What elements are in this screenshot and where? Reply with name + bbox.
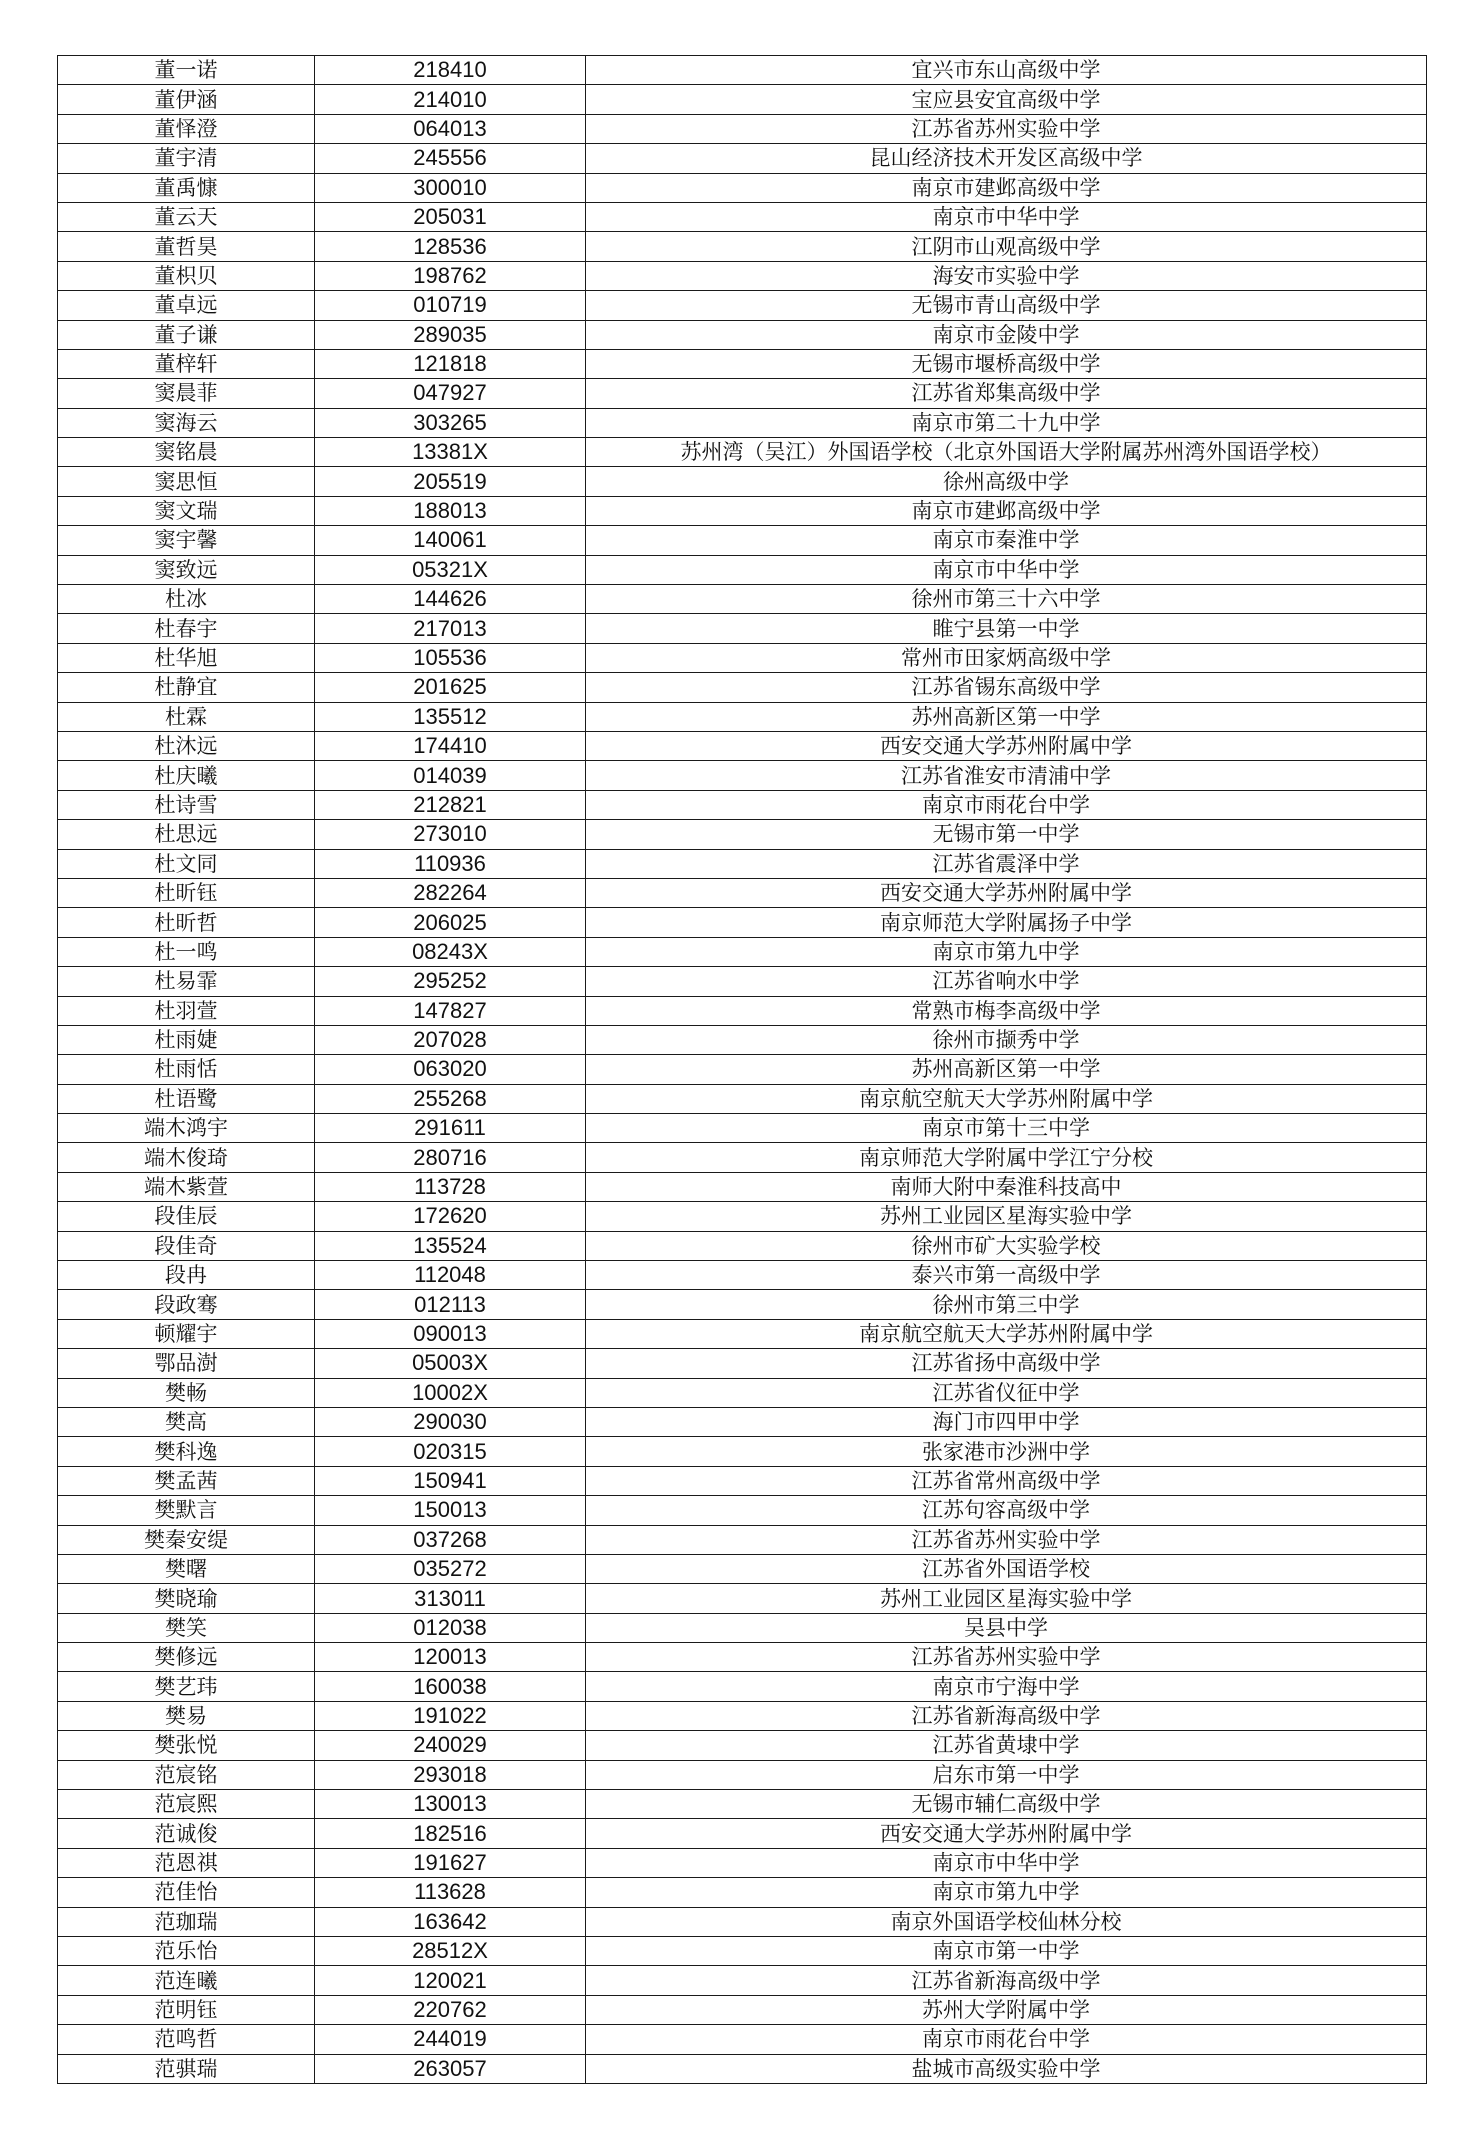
student-name-cell: 樊修远 [58,1643,315,1672]
student-name-cell: 杜羽萱 [58,996,315,1025]
student-id-cell: 130013 [315,1790,586,1819]
student-name-cell: 鄂品澍 [58,1349,315,1378]
student-id-cell: 105536 [315,643,586,672]
school-name-cell: 江苏省新海高级中学 [586,1701,1427,1730]
table-row [58,1290,1427,1319]
student-name-cell: 杜静宜 [58,673,315,702]
table-row [58,937,1427,966]
table-row [58,555,1427,584]
school-name-cell: 常州市田家炳高级中学 [586,643,1427,672]
table-row [58,673,1427,702]
student-name-cell: 樊科逸 [58,1437,315,1466]
school-name-cell: 江阴市山观高级中学 [586,232,1427,261]
student-name-cell: 范骐瑞 [58,2054,315,2083]
school-name-cell: 南京市建邺高级中学 [586,496,1427,525]
student-name-cell: 杜昕哲 [58,908,315,937]
school-name-cell: 江苏省响水中学 [586,967,1427,996]
table-row [58,1437,1427,1466]
student-id-cell: 191627 [315,1848,586,1877]
student-id-cell: 214010 [315,85,586,114]
student-id-cell: 289035 [315,320,586,349]
table-row [58,379,1427,408]
table-row [58,1848,1427,1877]
school-name-cell: 南京市中华中学 [586,555,1427,584]
student-id-cell: 198762 [315,261,586,290]
student-name-cell: 杜春宇 [58,614,315,643]
school-name-cell: 南京市第九中学 [586,937,1427,966]
student-id-cell: 037268 [315,1525,586,1554]
school-name-cell: 江苏句容高级中学 [586,1496,1427,1525]
table-row [58,1995,1427,2024]
table-row [58,967,1427,996]
table-row [58,202,1427,231]
student-name-cell: 杜昕钰 [58,878,315,907]
table-row [58,1496,1427,1525]
student-id-cell: 188013 [315,496,586,525]
school-name-cell: 江苏省淮安市清浦中学 [586,761,1427,790]
table-row [58,820,1427,849]
student-name-cell: 端木紫萱 [58,1172,315,1201]
student-id-cell: 291611 [315,1114,586,1143]
student-name-cell: 樊孟茜 [58,1466,315,1495]
student-id-cell: 064013 [315,114,586,143]
student-id-cell: 207028 [315,1025,586,1054]
student-name-cell: 杜思远 [58,820,315,849]
student-id-cell: 182516 [315,1819,586,1848]
student-name-cell: 董卓远 [58,291,315,320]
student-id-cell: 163642 [315,1907,586,1936]
school-name-cell: 昆山经济技术开发区高级中学 [586,144,1427,173]
student-id-cell: 303265 [315,408,586,437]
table-row [58,56,1427,85]
student-id-cell: 201625 [315,673,586,702]
student-name-cell: 端木鸿宇 [58,1114,315,1143]
table-row [58,878,1427,907]
student-name-cell: 范宸铭 [58,1760,315,1789]
school-name-cell: 南京航空航天大学苏州附属中学 [586,1084,1427,1113]
school-name-cell: 苏州大学附属中学 [586,1995,1427,2024]
table-row [58,1349,1427,1378]
student-name-cell: 杜雨婕 [58,1025,315,1054]
table-row [58,996,1427,1025]
student-id-cell: 244019 [315,2025,586,2054]
student-name-cell: 杜霖 [58,702,315,731]
student-id-cell: 245556 [315,144,586,173]
school-name-cell: 江苏省黄埭中学 [586,1731,1427,1760]
student-name-cell: 段冉 [58,1261,315,1290]
table-row [58,1966,1427,1995]
school-name-cell: 徐州市撷秀中学 [586,1025,1427,1054]
student-name-cell: 窦海云 [58,408,315,437]
table-row [58,585,1427,614]
student-name-cell: 杜雨恬 [58,1055,315,1084]
student-id-cell: 295252 [315,967,586,996]
school-name-cell: 苏州高新区第一中学 [586,1055,1427,1084]
student-id-cell: 147827 [315,996,586,1025]
student-id-cell: 191022 [315,1701,586,1730]
school-name-cell: 睢宁县第一中学 [586,614,1427,643]
table-row [58,1055,1427,1084]
student-name-cell: 董禹慷 [58,173,315,202]
school-name-cell: 徐州市第三十六中学 [586,585,1427,614]
table-row [58,2025,1427,2054]
table-row [58,2054,1427,2083]
student-id-cell: 035272 [315,1554,586,1583]
table-row [58,643,1427,672]
school-name-cell: 南京市第十三中学 [586,1114,1427,1143]
table-row [58,702,1427,731]
student-id-cell: 112048 [315,1261,586,1290]
table-row [58,1202,1427,1231]
table-row [58,1584,1427,1613]
student-name-cell: 段佳辰 [58,1202,315,1231]
table-row [58,408,1427,437]
student-name-cell: 杜语鹭 [58,1084,315,1113]
student-name-cell: 范诚俊 [58,1819,315,1848]
student-id-cell: 08243X [315,937,586,966]
table-row [58,496,1427,525]
student-id-cell: 063020 [315,1055,586,1084]
table-row [58,467,1427,496]
student-name-cell: 董云天 [58,202,315,231]
student-name-cell: 端木俊琦 [58,1143,315,1172]
student-id-cell: 172620 [315,1202,586,1231]
school-name-cell: 苏州工业园区星海实验中学 [586,1584,1427,1613]
student-id-cell: 160038 [315,1672,586,1701]
student-name-cell: 杜文同 [58,849,315,878]
student-id-cell: 150941 [315,1466,586,1495]
table-row [58,1701,1427,1730]
table-row [58,349,1427,378]
table-row [58,1937,1427,1966]
student-id-cell: 014039 [315,761,586,790]
student-id-cell: 135524 [315,1231,586,1260]
school-name-cell: 启东市第一中学 [586,1760,1427,1789]
student-name-cell: 窦宇馨 [58,526,315,555]
student-name-cell: 窦铭晨 [58,438,315,467]
student-id-cell: 255268 [315,1084,586,1113]
school-name-cell: 南京市第一中学 [586,1937,1427,1966]
table-row [58,1025,1427,1054]
school-name-cell: 苏州高新区第一中学 [586,702,1427,731]
student-name-cell: 杜华旭 [58,643,315,672]
school-name-cell: 南京外国语学校仙林分校 [586,1907,1427,1936]
student-name-cell: 杜诗雪 [58,790,315,819]
table-row [58,790,1427,819]
school-name-cell: 南京市宁海中学 [586,1672,1427,1701]
student-name-cell: 樊曙 [58,1554,315,1583]
student-name-cell: 范珈瑞 [58,1907,315,1936]
school-name-cell: 江苏省外国语学校 [586,1554,1427,1583]
student-name-cell: 范明钰 [58,1995,315,2024]
student-id-cell: 280716 [315,1143,586,1172]
student-id-cell: 010719 [315,291,586,320]
school-name-cell: 南京师范大学附属扬子中学 [586,908,1427,937]
table-row [58,85,1427,114]
school-name-cell: 南京市中华中学 [586,1848,1427,1877]
student-name-cell: 范乐怡 [58,1937,315,1966]
student-name-cell: 窦文瑞 [58,496,315,525]
student-name-cell: 杜一鸣 [58,937,315,966]
student-id-cell: 05003X [315,1349,586,1378]
student-name-cell: 窦思恒 [58,467,315,496]
school-name-cell: 徐州高级中学 [586,467,1427,496]
table-row [58,1731,1427,1760]
student-id-cell: 135512 [315,702,586,731]
student-id-cell: 110936 [315,849,586,878]
student-id-cell: 282264 [315,878,586,907]
student-name-cell: 杜冰 [58,585,315,614]
school-name-cell: 无锡市第一中学 [586,820,1427,849]
school-name-cell: 南京市第二十九中学 [586,408,1427,437]
student-id-cell: 293018 [315,1760,586,1789]
student-name-cell: 樊张悦 [58,1731,315,1760]
table-row [58,320,1427,349]
student-id-cell: 313011 [315,1584,586,1613]
student-id-cell: 28512X [315,1937,586,1966]
table-row [58,1790,1427,1819]
table-row [58,1319,1427,1348]
table-row [58,1878,1427,1907]
roster-body [58,56,1427,2084]
school-name-cell: 西安交通大学苏州附属中学 [586,1819,1427,1848]
school-name-cell: 西安交通大学苏州附属中学 [586,878,1427,907]
table-row [58,1760,1427,1789]
student-id-cell: 012038 [315,1613,586,1642]
table-row [58,438,1427,467]
student-name-cell: 董怿澄 [58,114,315,143]
student-name-cell: 樊易 [58,1701,315,1730]
student-name-cell: 段政骞 [58,1290,315,1319]
student-id-cell: 240029 [315,1731,586,1760]
table-row [58,1231,1427,1260]
student-id-cell: 113628 [315,1878,586,1907]
school-name-cell: 江苏省新海高级中学 [586,1966,1427,1995]
table-row [58,908,1427,937]
school-name-cell: 南京市秦淮中学 [586,526,1427,555]
school-name-cell: 江苏省苏州实验中学 [586,1525,1427,1554]
school-name-cell: 南京市中华中学 [586,202,1427,231]
school-name-cell: 江苏省郑集高级中学 [586,379,1427,408]
table-row [58,291,1427,320]
student-id-cell: 218410 [315,56,586,85]
table-row [58,261,1427,290]
student-name-cell: 董枳贝 [58,261,315,290]
school-name-cell: 江苏省苏州实验中学 [586,114,1427,143]
student-id-cell: 290030 [315,1407,586,1436]
student-id-cell: 150013 [315,1496,586,1525]
student-id-cell: 174410 [315,731,586,760]
school-name-cell: 徐州市矿大实验学校 [586,1231,1427,1260]
student-name-cell: 窦致远 [58,555,315,584]
school-name-cell: 江苏省震泽中学 [586,849,1427,878]
table-row [58,1378,1427,1407]
student-name-cell: 段佳奇 [58,1231,315,1260]
student-id-cell: 140061 [315,526,586,555]
school-name-cell: 海门市四甲中学 [586,1407,1427,1436]
school-name-cell: 海安市实验中学 [586,261,1427,290]
school-name-cell: 常熟市梅李高级中学 [586,996,1427,1025]
school-name-cell: 无锡市堰桥高级中学 [586,349,1427,378]
student-id-cell: 047927 [315,379,586,408]
school-name-cell: 宜兴市东山高级中学 [586,56,1427,85]
table-row [58,1554,1427,1583]
table-row [58,1672,1427,1701]
student-name-cell: 范连曦 [58,1966,315,1995]
student-id-cell: 300010 [315,173,586,202]
student-name-cell: 范佳怡 [58,1878,315,1907]
school-name-cell: 江苏省锡东高级中学 [586,673,1427,702]
school-name-cell: 江苏省常州高级中学 [586,1466,1427,1495]
table-row [58,1907,1427,1936]
student-id-cell: 212821 [315,790,586,819]
table-row [58,232,1427,261]
table-row [58,173,1427,202]
student-name-cell: 杜沐远 [58,731,315,760]
school-name-cell: 南师大附中秦淮科技高中 [586,1172,1427,1201]
student-id-cell: 120021 [315,1966,586,1995]
table-row [58,1819,1427,1848]
table-row [58,114,1427,143]
student-id-cell: 13381X [315,438,586,467]
table-row [58,1084,1427,1113]
school-name-cell: 苏州工业园区星海实验中学 [586,1202,1427,1231]
school-name-cell: 苏州湾（吴江）外国语学校（北京外国语大学附属苏州湾外国语学校） [586,438,1427,467]
school-name-cell: 无锡市青山高级中学 [586,291,1427,320]
student-name-cell: 樊高 [58,1407,315,1436]
school-name-cell: 南京市金陵中学 [586,320,1427,349]
table-row [58,1643,1427,1672]
school-name-cell: 宝应县安宜高级中学 [586,85,1427,114]
student-name-cell: 杜庆曦 [58,761,315,790]
student-name-cell: 董梓轩 [58,349,315,378]
student-name-cell: 樊畅 [58,1378,315,1407]
school-name-cell: 江苏省扬中高级中学 [586,1349,1427,1378]
student-id-cell: 263057 [315,2054,586,2083]
table-row [58,731,1427,760]
school-name-cell: 南京市建邺高级中学 [586,173,1427,202]
school-name-cell: 吴县中学 [586,1613,1427,1642]
student-id-cell: 217013 [315,614,586,643]
table-row [58,849,1427,878]
student-name-cell: 窦晨菲 [58,379,315,408]
school-name-cell: 江苏省苏州实验中学 [586,1643,1427,1672]
table-row [58,526,1427,555]
school-name-cell: 无锡市辅仁高级中学 [586,1790,1427,1819]
school-name-cell: 江苏省仪征中学 [586,1378,1427,1407]
student-id-cell: 206025 [315,908,586,937]
student-name-cell: 樊晓瑜 [58,1584,315,1613]
student-name-cell: 樊笑 [58,1613,315,1642]
school-name-cell: 南京市雨花台中学 [586,790,1427,819]
table-row [58,1261,1427,1290]
school-name-cell: 张家港市沙洲中学 [586,1437,1427,1466]
school-name-cell: 徐州市第三中学 [586,1290,1427,1319]
student-name-cell: 董哲昊 [58,232,315,261]
student-name-cell: 范宸熙 [58,1790,315,1819]
student-id-cell: 113728 [315,1172,586,1201]
student-id-cell: 020315 [315,1437,586,1466]
student-name-cell: 董伊涵 [58,85,315,114]
student-name-cell: 董一诺 [58,56,315,85]
student-id-cell: 10002X [315,1378,586,1407]
table-row [58,1525,1427,1554]
table-row [58,614,1427,643]
student-id-cell: 090013 [315,1319,586,1348]
student-id-cell: 012113 [315,1290,586,1319]
student-id-cell: 128536 [315,232,586,261]
student-id-cell: 05321X [315,555,586,584]
table-row [58,1114,1427,1143]
school-name-cell: 盐城市高级实验中学 [586,2054,1427,2083]
student-roster-table [57,55,1427,2084]
table-row [58,1172,1427,1201]
table-row [58,1466,1427,1495]
student-id-cell: 205519 [315,467,586,496]
student-name-cell: 樊艺玮 [58,1672,315,1701]
student-name-cell: 董子谦 [58,320,315,349]
student-name-cell: 范鸣哲 [58,2025,315,2054]
student-name-cell: 范恩祺 [58,1848,315,1877]
student-id-cell: 220762 [315,1995,586,2024]
student-id-cell: 144626 [315,585,586,614]
table-row [58,1143,1427,1172]
student-id-cell: 273010 [315,820,586,849]
student-name-cell: 杜易霏 [58,967,315,996]
table-row [58,1613,1427,1642]
school-name-cell: 南京师范大学附属中学江宁分校 [586,1143,1427,1172]
school-name-cell: 南京市雨花台中学 [586,2025,1427,2054]
table-row [58,144,1427,173]
student-name-cell: 顿耀宇 [58,1319,315,1348]
table-row [58,1407,1427,1436]
student-name-cell: 董宇清 [58,144,315,173]
school-name-cell: 南京航空航天大学苏州附属中学 [586,1319,1427,1348]
table-row [58,761,1427,790]
student-id-cell: 205031 [315,202,586,231]
school-name-cell: 南京市第九中学 [586,1878,1427,1907]
student-id-cell: 121818 [315,349,586,378]
school-name-cell: 西安交通大学苏州附属中学 [586,731,1427,760]
student-name-cell: 樊默言 [58,1496,315,1525]
student-name-cell: 樊秦安缇 [58,1525,315,1554]
student-id-cell: 120013 [315,1643,586,1672]
school-name-cell: 泰兴市第一高级中学 [586,1261,1427,1290]
